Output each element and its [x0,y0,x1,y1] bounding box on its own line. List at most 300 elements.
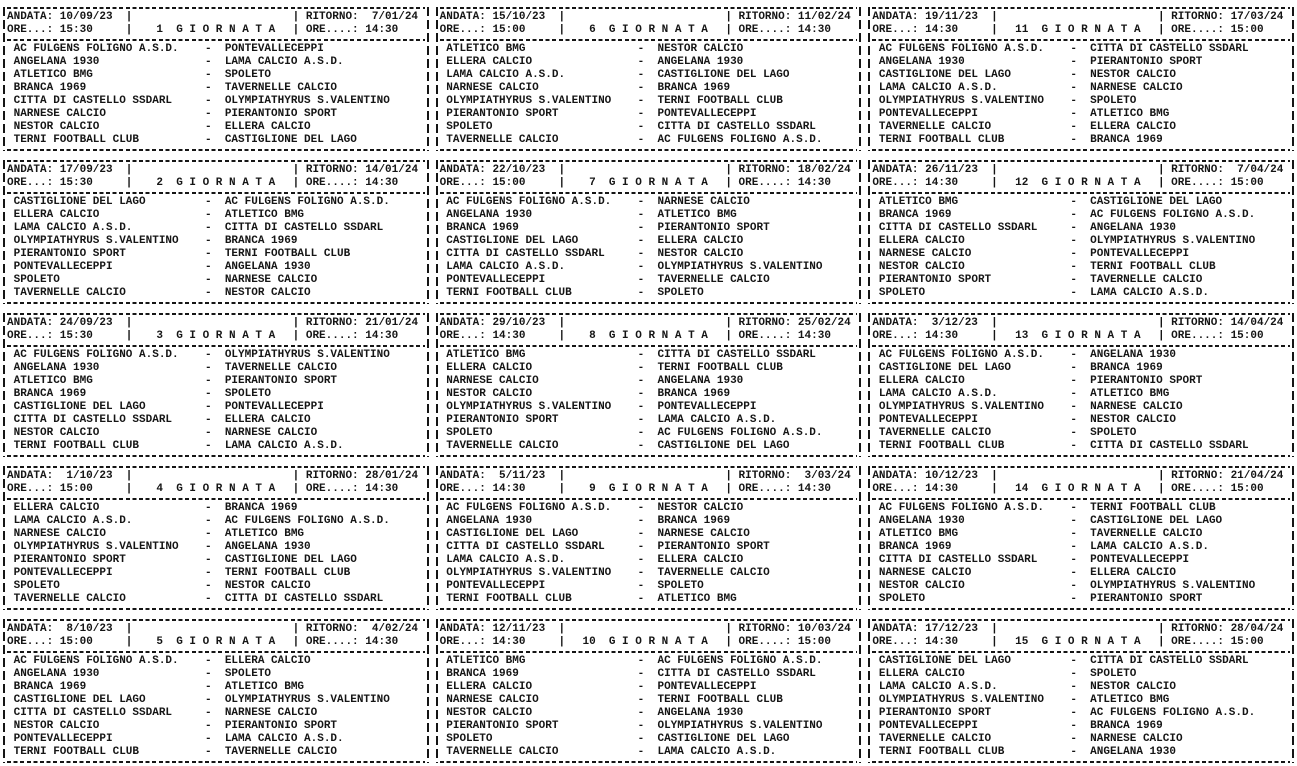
home-team: TERNI FOOTBALL CLUB [446,287,572,299]
match-list [440,43,858,147]
ore-ritorno-label: ORE....: [738,177,792,189]
vs-dash: - [205,401,212,413]
pipe-divider: | [125,483,133,495]
match-row [872,502,1290,515]
away-team: TERNI FOOTBALL CLUB [224,567,351,579]
away-team: CASTIGLIONE DEL LAGO [224,134,357,146]
vs-dash: - [1070,668,1077,680]
ore-andata-label: ORE...: [7,483,54,495]
away-team: TERNI FOOTBALL CLUB [657,95,783,107]
ore-giornata-row [440,483,858,496]
giornata-block [436,616,862,766]
ore-andata-time: 15:00 [59,483,93,495]
home-team: PONTEVALLECEPPI [878,414,978,426]
giornata-title: G I O R N A T A [1041,24,1141,36]
dashed-divider-header [440,651,858,653]
pipe-divider: | [725,470,732,482]
vs-dash: - [637,668,645,680]
dashed-divider-top [872,466,1290,468]
pipe-divider: | [725,317,732,329]
andata-ritorno-row [7,470,425,483]
giornata-title: G I O R N A T A [176,24,276,36]
away-team: SPOLETO [657,580,704,592]
home-team: TERNI FOOTBALL CLUB [878,134,1005,146]
home-team: ELLERA CALCIO [13,502,100,514]
ore-ritorno-time: 14:30 [797,330,831,342]
match-row [872,388,1290,401]
home-team: SPOLETO [13,274,60,286]
match-row [440,414,858,427]
match-row [872,248,1290,261]
home-team: TERNI FOOTBALL CLUB [878,440,1005,452]
dashed-divider-top [872,7,1290,9]
pipe-divider: | [292,164,300,176]
pipe-divider: | [125,470,133,482]
giornata-number: 6 [589,24,596,36]
match-row [872,235,1290,248]
ore-andata-time: 15:00 [492,24,526,36]
pipe-divider: | [1157,483,1165,495]
away-team: LAMA CALCIO A.S.D. [657,414,777,426]
vs-dash: - [1070,388,1077,400]
vs-dash: - [1070,401,1077,413]
ore-giornata-row [7,330,425,343]
home-team: AC FULGENS FOLIGNO A.S.D. [446,196,612,208]
match-row [7,694,425,707]
dashed-divider-top [7,466,425,468]
away-team: TAVERNELLE CALCIO [1090,528,1203,540]
home-team: TAVERNELLE CALCIO [13,593,126,605]
vs-dash: - [205,388,212,400]
away-team: CASTIGLIONE DEL LAGO [224,554,357,566]
vs-dash: - [637,69,645,81]
vs-dash: - [1070,349,1077,361]
home-team: CITTA DI CASTELLO SSDARL [878,222,1038,234]
away-team: ANGELANA 1930 [1090,222,1176,234]
vs-dash: - [637,694,645,706]
ore-ritorno-label: ORE....: [305,636,359,648]
home-team: CITTA DI CASTELLO SSDARL [446,541,605,553]
away-team: CASTIGLIONE DEL LAGO [657,733,790,745]
home-team: ATLETICO BMG [878,528,959,540]
match-row [7,401,425,414]
vs-dash: - [1070,440,1077,452]
ritorno-label: RITORNO: [738,623,792,635]
vs-dash: - [637,541,645,553]
ritorno-label: RITORNO: [738,11,792,23]
pipe-divider: | [292,177,300,189]
away-team: CASTIGLIONE DEL LAGO [657,440,790,452]
match-row [872,209,1290,222]
home-team: CITTA DI CASTELLO SSDARL [13,414,173,426]
away-team: ATLETICO BMG [224,681,305,693]
home-team: CITTA DI CASTELLO SSDARL [13,707,173,719]
dashed-divider-bottom [440,455,858,457]
dashed-divider-bottom [7,761,425,763]
vs-dash: - [1070,681,1077,693]
away-team: CITTA DI CASTELLO SSDARL [224,222,384,234]
andata-ritorno-row [872,623,1290,636]
away-team: BRANCA 1969 [1090,362,1163,374]
vs-dash: - [1070,528,1077,540]
away-team: BRANCA 1969 [657,515,731,527]
match-list [872,502,1290,606]
away-team: AC FULGENS FOLIGNO A.S.D. [224,515,390,527]
andata-date: 15/10/23 [492,11,546,23]
ore-andata-label: ORE...: [872,330,919,342]
ritorno-date: 25/02/24 [797,317,851,329]
vs-dash: - [205,414,212,426]
match-row [872,580,1290,593]
away-team: PONTEVALLECEPPI [1090,248,1190,260]
andata-label: ANDATA: [7,317,54,329]
vs-dash: - [205,554,212,566]
away-team: BRANCA 1969 [1090,720,1163,732]
ritorno-label: RITORNO: [1171,317,1224,329]
match-row [7,580,425,593]
home-team: CITTA DI CASTELLO SSDARL [446,248,605,260]
pipe-divider: | [292,623,300,635]
ore-andata-time: 14:30 [925,24,959,36]
vs-dash: - [637,248,645,260]
match-row [7,655,425,668]
away-team: ATLETICO BMG [1090,108,1170,120]
home-team: ELLERA CALCIO [446,56,533,68]
ritorno-date: 28/04/24 [1230,623,1284,635]
pipe-divider: | [558,164,566,176]
ore-ritorno-label: ORE....: [738,636,792,648]
vs-dash: - [637,593,645,605]
match-list [440,655,858,759]
match-row [440,235,858,248]
home-team: NARNESE CALCIO [446,694,539,706]
vs-dash: - [637,375,645,387]
match-row [7,349,425,362]
giornata-number: 7 [589,177,596,189]
dashed-divider-header [440,345,858,347]
ritorno-date: 11/02/24 [797,11,851,23]
match-row [872,681,1290,694]
ore-ritorno-time: 14:30 [365,24,399,36]
away-team: ATLETICO BMG [1090,694,1170,706]
vs-dash: - [637,440,645,452]
home-team: AC FULGENS FOLIGNO A.S.D. [13,349,179,361]
away-team: BRANCA 1969 [657,82,731,94]
away-team: TERNI FOOTBALL CLUB [657,694,783,706]
dashed-divider-header [872,192,1290,194]
giornata-title: G I O R N A T A [176,483,276,495]
away-team: PONTEVALLECEPPI [1090,554,1190,566]
ore-andata-label: ORE...: [872,483,919,495]
home-team: ELLERA CALCIO [446,362,533,374]
giornata-number: 2 [156,177,163,189]
pipe-divider: | [125,24,133,36]
pipe-divider: | [725,24,732,36]
pipe-divider: | [125,330,133,342]
match-row [872,720,1290,733]
home-team: LAMA CALCIO A.S.D. [13,515,133,527]
ore-andata-time: 14:30 [925,636,959,648]
ore-ritorno-label: ORE....: [1171,483,1224,495]
left-border-pipes [436,466,438,610]
home-team: ANGELANA 1930 [446,515,533,527]
away-team: ELLERA CALCIO [657,554,744,566]
vs-dash: - [1070,108,1077,120]
ore-andata-time: 14:30 [492,483,526,495]
vs-dash: - [205,287,212,299]
andata-date: 29/10/23 [492,317,546,329]
ore-ritorno-time: 15:00 [1230,24,1264,36]
home-team: TAVERNELLE CALCIO [13,287,126,299]
vs-dash: - [205,515,212,527]
pipe-divider: | [991,470,998,482]
vs-dash: - [1070,655,1077,667]
away-team: CITTA DI CASTELLO SSDARL [1090,655,1249,667]
pipe-divider: | [558,11,566,23]
ore-giornata-row [872,177,1290,190]
home-team: SPOLETO [446,733,493,745]
dashed-divider-top [872,313,1290,315]
vs-dash: - [637,56,645,68]
giornata-block [436,4,862,154]
andata-date: 17/09/23 [59,164,113,176]
andata-ritorno-row [872,11,1290,24]
andata-label: ANDATA: [872,164,919,176]
dashed-divider-top [7,313,425,315]
ore-andata-label: ORE...: [439,483,486,495]
giornata-number: 3 [156,330,163,342]
ore-ritorno-time: 14:30 [365,483,399,495]
home-team: NARNESE CALCIO [13,108,107,120]
giornata-title: G I O R N A T A [1041,330,1141,342]
away-team: SPOLETO [224,388,272,400]
andata-ritorno-row [872,317,1290,330]
home-team: TERNI FOOTBALL CLUB [13,440,140,452]
andata-ritorno-row [440,11,858,24]
ritorno-date: 28/01/24 [365,470,419,482]
away-team: LAMA CALCIO A.S.D. [224,56,344,68]
away-team: TAVERNELLE CALCIO [657,274,770,286]
away-team: NESTOR CALCIO [224,580,311,592]
vs-dash: - [637,655,645,667]
ritorno-label: RITORNO: [1171,623,1224,635]
pipe-divider: | [558,330,566,342]
home-team: ATLETICO BMG [446,43,526,55]
andata-ritorno-row [7,164,425,177]
away-team: BRANCA 1969 [224,502,298,514]
match-row [7,375,425,388]
right-border-pipes [859,7,861,151]
dashed-divider-top [7,160,425,162]
match-row [440,375,858,388]
giornata-block [868,463,1294,613]
pipe-divider: | [558,317,566,329]
match-row [872,375,1290,388]
ore-ritorno-label: ORE....: [738,24,792,36]
ore-giornata-row [7,483,425,496]
right-border-pipes [1292,7,1294,151]
away-team: PONTEVALLECEPPI [657,108,757,120]
andata-label: ANDATA: [7,164,54,176]
match-row [872,515,1290,528]
ore-andata-time: 15:00 [492,177,526,189]
ritorno-date: 10/03/24 [797,623,851,635]
match-row [7,196,425,209]
pipe-divider: | [292,24,300,36]
ritorno-label: RITORNO: [305,470,359,482]
vs-dash: - [205,440,212,452]
right-border-pipes [1292,466,1294,610]
vs-dash: - [1070,82,1077,94]
away-team: NESTOR CALCIO [657,248,744,260]
match-row [7,134,425,147]
giornata-block [436,463,862,613]
match-row [7,720,425,733]
match-row [440,567,858,580]
pipe-divider: | [725,623,732,635]
away-team: OLYMPIATHYRUS S.VALENTINO [1090,235,1256,247]
home-team: CASTIGLIONE DEL LAGO [13,196,146,208]
pipe-divider: | [1157,164,1165,176]
match-row [440,440,858,453]
pipe-divider: | [725,177,732,189]
dashed-divider-top [440,313,858,315]
away-team: ATLETICO BMG [224,528,305,540]
home-team: TERNI FOOTBALL CLUB [878,746,1005,758]
home-team: NESTOR CALCIO [446,707,533,719]
away-team: PONTEVALLECEPPI [224,43,324,55]
match-row [440,401,858,414]
vs-dash: - [205,707,212,719]
home-team: ANGELANA 1930 [878,515,965,527]
vs-dash: - [1070,554,1077,566]
away-team: ANGELANA 1930 [1090,746,1176,758]
away-team: LAMA CALCIO A.S.D. [1090,541,1209,553]
away-team: AC FULGENS FOLIGNO A.S.D. [224,196,390,208]
home-team: NESTOR CALCIO [13,427,100,439]
match-row [440,541,858,554]
away-team: ANGELANA 1930 [224,261,311,273]
away-team: PIERANTONIO SPORT [1090,593,1203,605]
match-row [440,746,858,759]
away-team: NESTOR CALCIO [1090,69,1176,81]
vs-dash: - [205,248,212,260]
away-team: CITTA DI CASTELLO SSDARL [1090,43,1249,55]
ritorno-label: RITORNO: [305,164,359,176]
ore-ritorno-label: ORE....: [1171,330,1224,342]
vs-dash: - [637,707,645,719]
match-row [440,362,858,375]
match-row [7,121,425,134]
vs-dash: - [1070,694,1077,706]
home-team: ANGELANA 1930 [13,56,100,68]
ore-andata-time: 14:30 [925,483,959,495]
home-team: ATLETICO BMG [13,69,93,81]
home-team: BRANCA 1969 [878,209,952,221]
ore-ritorno-label: ORE....: [305,483,359,495]
away-team: ANGELANA 1930 [1090,349,1176,361]
home-team: CITTA DI CASTELLO SSDARL [878,554,1038,566]
home-team: LAMA CALCIO A.S.D. [878,82,998,94]
home-team: TERNI FOOTBALL CLUB [446,593,572,605]
pipe-divider: | [725,483,732,495]
pipe-divider: | [991,164,998,176]
dashed-divider-top [7,619,425,621]
match-row [7,43,425,56]
vs-dash: - [637,681,645,693]
match-row [872,414,1290,427]
pipe-divider: | [292,483,300,495]
giornata-block [436,157,862,307]
away-team: TAVERNELLE CALCIO [657,567,770,579]
away-team: AC FULGENS FOLIGNO A.S.D. [1090,707,1256,719]
home-team: NARNESE CALCIO [13,528,107,540]
match-row [440,720,858,733]
dashed-divider-bottom [440,149,858,151]
match-list [7,43,425,147]
vs-dash: - [637,388,645,400]
home-team: LAMA CALCIO A.S.D. [446,554,566,566]
home-team: PIERANTONIO SPORT [878,707,992,719]
pipe-divider: | [1157,636,1165,648]
ore-andata-label: ORE...: [439,636,486,648]
ore-ritorno-label: ORE....: [1171,177,1224,189]
away-team: NARNESE CALCIO [1090,733,1183,745]
home-team: TERNI FOOTBALL CLUB [13,746,140,758]
andata-date: 10/09/23 [59,11,113,23]
ore-ritorno-time: 14:30 [797,24,831,36]
away-team: CASTIGLIONE DEL LAGO [1090,196,1223,208]
vs-dash: - [1070,261,1077,273]
pipe-divider: | [991,623,998,635]
giornata-number: 13 [1015,330,1029,342]
pipe-divider: | [558,177,566,189]
dashed-divider-bottom [7,149,425,151]
pipe-divider: | [991,317,998,329]
match-row [440,580,858,593]
match-list [872,196,1290,300]
ore-ritorno-time: 14:30 [365,177,399,189]
match-row [440,554,858,567]
ore-ritorno-time: 14:30 [797,483,831,495]
away-team: SPOLETO [1090,95,1137,107]
dashed-divider-header [440,192,858,194]
home-team: BRANCA 1969 [13,388,87,400]
home-team: PONTEVALLECEPPI [446,274,546,286]
match-list [440,349,858,453]
match-row [872,541,1290,554]
andata-date: 26/11/23 [925,164,978,176]
ore-andata-label: ORE...: [439,177,486,189]
away-team: ANGELANA 1930 [657,375,744,387]
home-team: TAVERNELLE CALCIO [446,134,559,146]
home-team: CASTIGLIONE DEL LAGO [878,362,1011,374]
vs-dash: - [1070,56,1077,68]
pipe-divider: | [558,636,566,648]
away-team: NARNESE CALCIO [1090,401,1183,413]
home-team: SPOLETO [446,427,493,439]
match-row [872,121,1290,134]
dashed-divider-header [872,498,1290,500]
dashed-divider-top [440,619,858,621]
giornata-number: 12 [1015,177,1029,189]
match-row [872,528,1290,541]
vs-dash: - [637,108,645,120]
left-border-pipes [3,160,5,304]
away-team: SPOLETO [224,69,272,81]
ore-andata-time: 15:30 [59,330,93,342]
ritorno-label: RITORNO: [738,164,792,176]
